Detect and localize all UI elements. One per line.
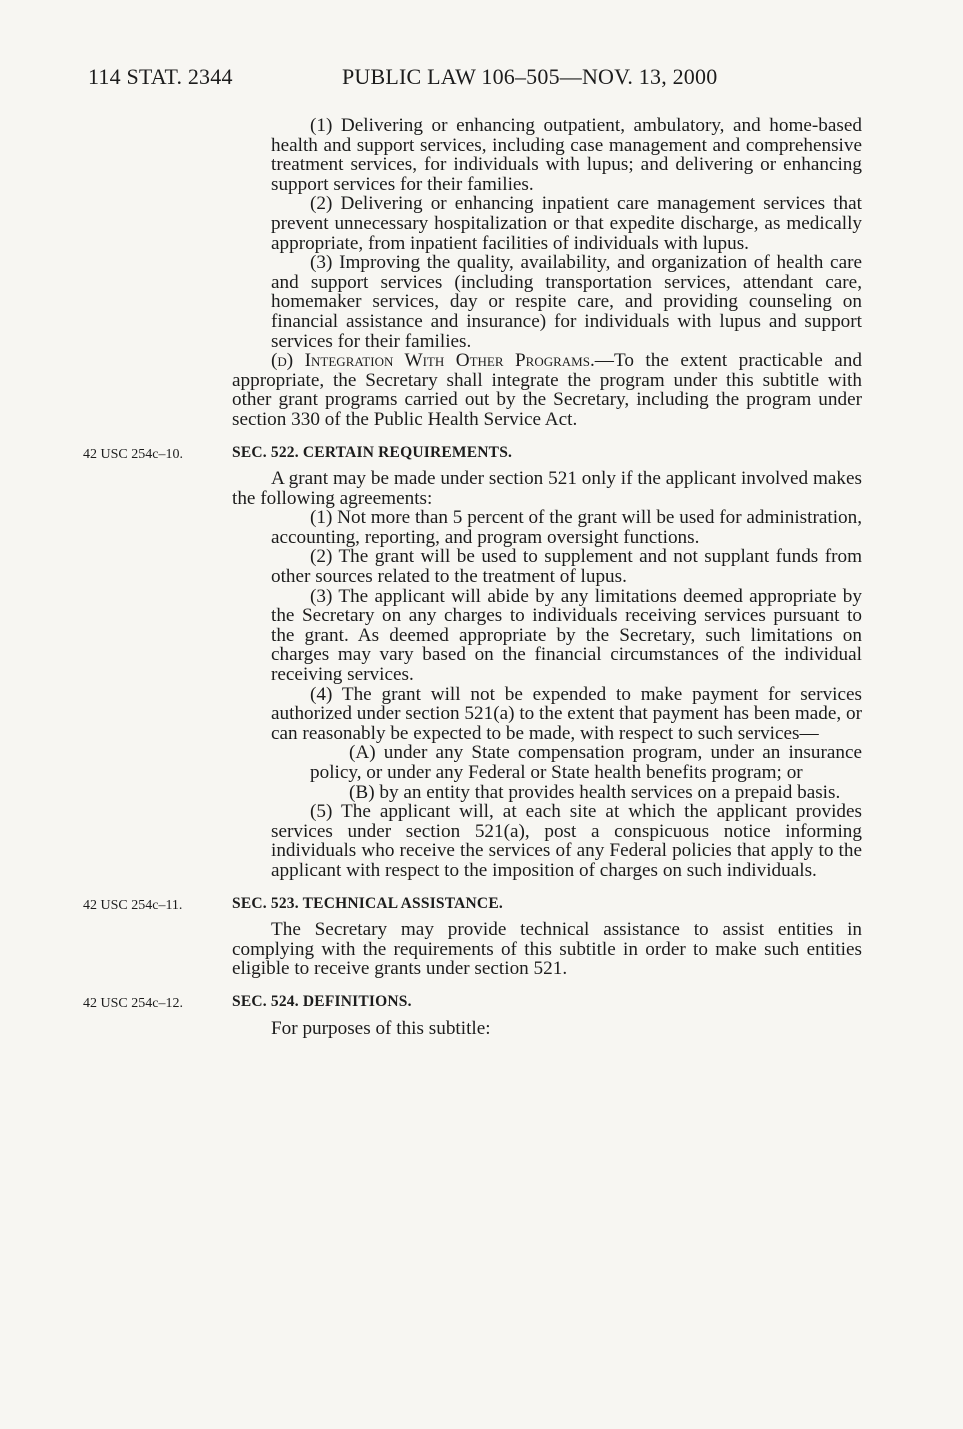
document-body bbox=[83, 115, 863, 1039]
section-523-title: SEC. 523. TECHNICAL ASSISTANCE. bbox=[232, 894, 503, 912]
public-law-title: PUBLIC LAW 106–505—NOV. 13, 2000 bbox=[342, 64, 718, 89]
section-524-title: SEC. 524. DEFINITIONS. bbox=[232, 992, 412, 1010]
section-522-item-4: (4) The grant will not be expended to make payment for services authorized under section 521(a) to the extent that payment has been made, or can reasonably be expected to be made, with respect to such services— bbox=[271, 683, 862, 744]
section-522-subitem-a: (A) under any State compensation program, under an insurance policy, or under any Federal or State health benefits program; or bbox=[310, 742, 862, 783]
subsection-d bbox=[232, 351, 862, 429]
page-header bbox=[88, 64, 788, 90]
section-524-text: For purposes of this subtitle: bbox=[271, 1017, 491, 1039]
section-524-heading bbox=[83, 992, 862, 1012]
section-522-subitem-b: (B) by an entity that provides health services on a prepaid basis. bbox=[349, 781, 841, 803]
section-522-item-2: (2) The grant will be used to supplement and not supplant funds from other sources related to the treatment of lupus. bbox=[271, 546, 862, 588]
subsection-d-heading: (d) Integration With Other Programs. bbox=[271, 350, 595, 372]
section-523-usc-note: 42 USC 254c–11. bbox=[83, 897, 183, 913]
paragraph-2: (2) Delivering or enhancing inpatient care management services that prevent unnecessary hospitalization or that expedite discharge, as medically appropriate, from inpatient facilities of individuals with lupus. bbox=[271, 193, 862, 254]
section-522-title: SEC. 522. CERTAIN REQUIREMENTS. bbox=[232, 443, 513, 461]
subsection-d-text: —To the extent practicable and appropriate, the Secretary shall integrate the program under this subtitle with other grant programs carried out by the Secretary, including the program under section 330 of the Public Health Service Act. bbox=[232, 350, 862, 430]
section-523-heading bbox=[83, 894, 862, 914]
section-524-usc-note: 42 USC 254c–12. bbox=[83, 995, 183, 1011]
section-522-heading bbox=[83, 443, 862, 463]
section-522-item-5: (5) The applicant will, at each site at which the applicant provides services under section 521(a), post a conspicuous notice informing individuals who receive the services of any Federal policies that apply to the applicant with respect to the imposition of charges on such individuals. bbox=[271, 801, 862, 881]
section-522-intro: A grant may be made under section 521 only if the applicant involved makes the following agreements: bbox=[232, 468, 862, 509]
section-522-item-3: (3) The applicant will abide by any limitations deemed appropriate by the Secretary on any charges to individuals receiving services pursuant to the grant. As deemed appropriate by the Secretary, such limitations on charges may vary based on the financial circumstances of the individual receiving services. bbox=[271, 585, 862, 686]
statute-citation: 114 STAT. 2344 bbox=[88, 64, 233, 89]
section-522-item-1: (1) Not more than 5 percent of the grant will be used for administration, accounting, reporting, and program oversight functions. bbox=[271, 507, 863, 548]
section-523-text: The Secretary may provide technical assistance to assist entities in complying with the requirements of this subtitle in order to make such entities eligible to receive grants under section 521. bbox=[232, 919, 862, 980]
section-522-usc-note: 42 USC 254c–10. bbox=[83, 446, 183, 462]
paragraph-3: (3) Improving the quality, availability, and organization of health care and support services (including transportation services, attendant care, homemaker services, day or respite care, and providing counseling on financial assistance and insurance) for individuals with lupus and support services for their families. bbox=[271, 252, 862, 352]
paragraph-1: (1) Delivering or enhancing outpatient, ambulatory, and home-based health and support services, including case management and comprehensive treatment services, for individuals with lupus; and delivering or enhancing support services for their families. bbox=[271, 115, 862, 195]
